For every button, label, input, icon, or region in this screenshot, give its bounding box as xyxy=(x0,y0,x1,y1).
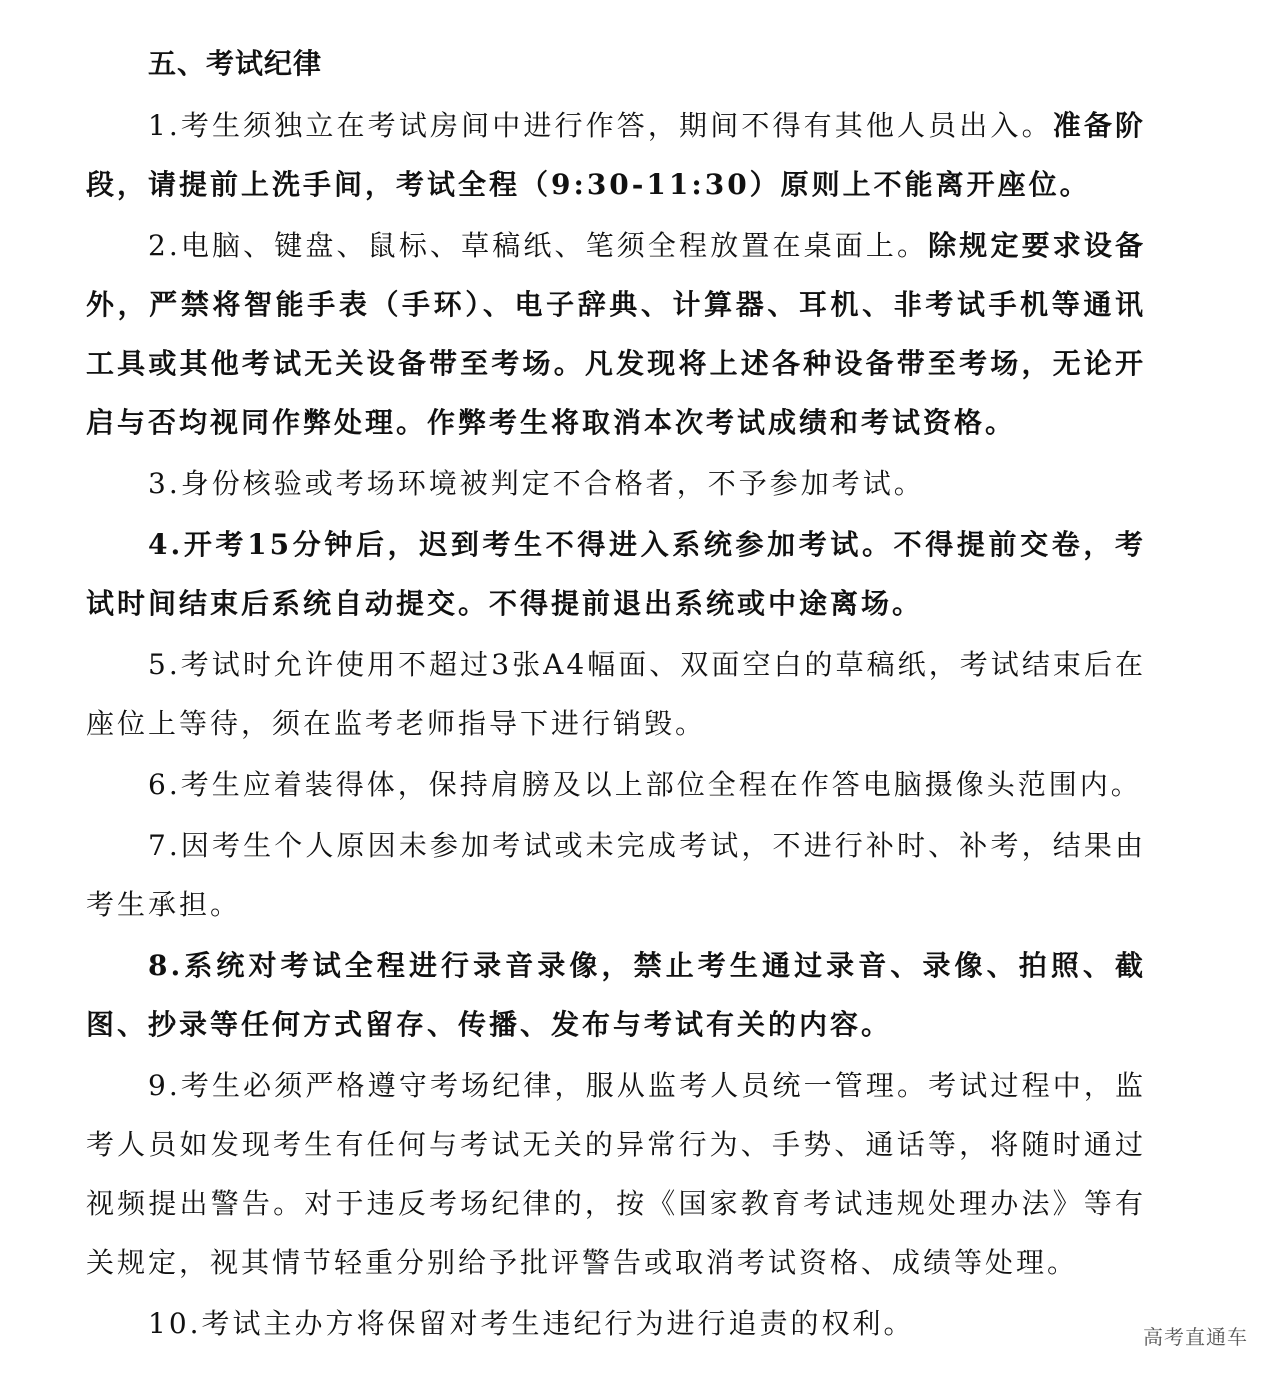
rule-9-text: 9.考生必须严格遵守考场纪律，服从监考人员统一管理。考试过程中，监考人员如发现考生有任何与考试无关的异常行为、手势、通话等，将随时通过视频提出警告。对于违反考场纪律的，按《国家教育考试违规处理办法》等有关规定，视其情节轻重分别给予批评警告或取消考试资格、成绩等处理。 xyxy=(86,1069,1146,1279)
rule-7 xyxy=(86,816,1146,934)
rule-8-emphasis: 8.系统对考试全程进行录音录像，禁止考生通过录音、录像、拍照、截图、抄录等任何方式留存、传播、发布与考试有关的内容。 xyxy=(86,949,1146,1041)
rule-3-text: 3.身份核验或考场环境被判定不合格者，不予参加考试。 xyxy=(148,467,925,500)
rule-10 xyxy=(86,1294,1146,1353)
rule-4 xyxy=(86,515,1146,633)
rule-1-emphasis: 准备阶段，请提前上洗手间，考试全程（9:30-11:30）原则上不能离开座位。 xyxy=(86,109,1146,201)
rule-2-text: 2.电脑、键盘、鼠标、草稿纸、笔须全程放置在桌面上。 xyxy=(148,229,929,262)
rule-6 xyxy=(86,755,1146,814)
source-watermark: 高考直通车 xyxy=(1143,1325,1248,1349)
rule-4-emphasis: 4.开考15分钟后，迟到考生不得进入系统参加考试。不得提前交卷，考试时间结束后系统自动提交。不得提前退出系统或中途离场。 xyxy=(86,528,1146,620)
rule-7-text: 7.因考生个人原因未参加考试或未完成考试，不进行补时、补考，结果由考生承担。 xyxy=(86,829,1146,921)
rule-9 xyxy=(86,1056,1146,1292)
rule-1-text: 1.考生须独立在考试房间中进行作答，期间不得有其他人员出入。 xyxy=(148,109,1053,142)
rule-3 xyxy=(86,454,1146,513)
rule-5 xyxy=(86,635,1146,753)
rule-5-text: 5.考试时允许使用不超过3张A4幅面、双面空白的草稿纸，考试结束后在座位上等待，须在监考老师指导下进行销毁。 xyxy=(86,648,1146,740)
document-body xyxy=(86,40,1146,1355)
rule-8 xyxy=(86,936,1146,1054)
rule-1 xyxy=(86,96,1146,214)
rule-2-emphasis: 除规定要求设备外，严禁将智能手表（手环）、电子辞典、计算器、耳机、非考试手机等通讯工具或其他考试无关设备带至考场。凡发现将上述各种设备带至考场，无论开启与否均视同作弊处理。作弊考生将取消本次考试成绩和考试资格。 xyxy=(86,229,1146,439)
rule-10-text: 10.考试主办方将保留对考生违纪行为进行追责的权利。 xyxy=(148,1307,915,1340)
rule-6-text: 6.考生应着装得体，保持肩膀及以上部位全程在作答电脑摄像头范围内。 xyxy=(148,768,1142,801)
section-title: 五、考试纪律 xyxy=(148,47,323,80)
rule-2 xyxy=(86,216,1146,452)
